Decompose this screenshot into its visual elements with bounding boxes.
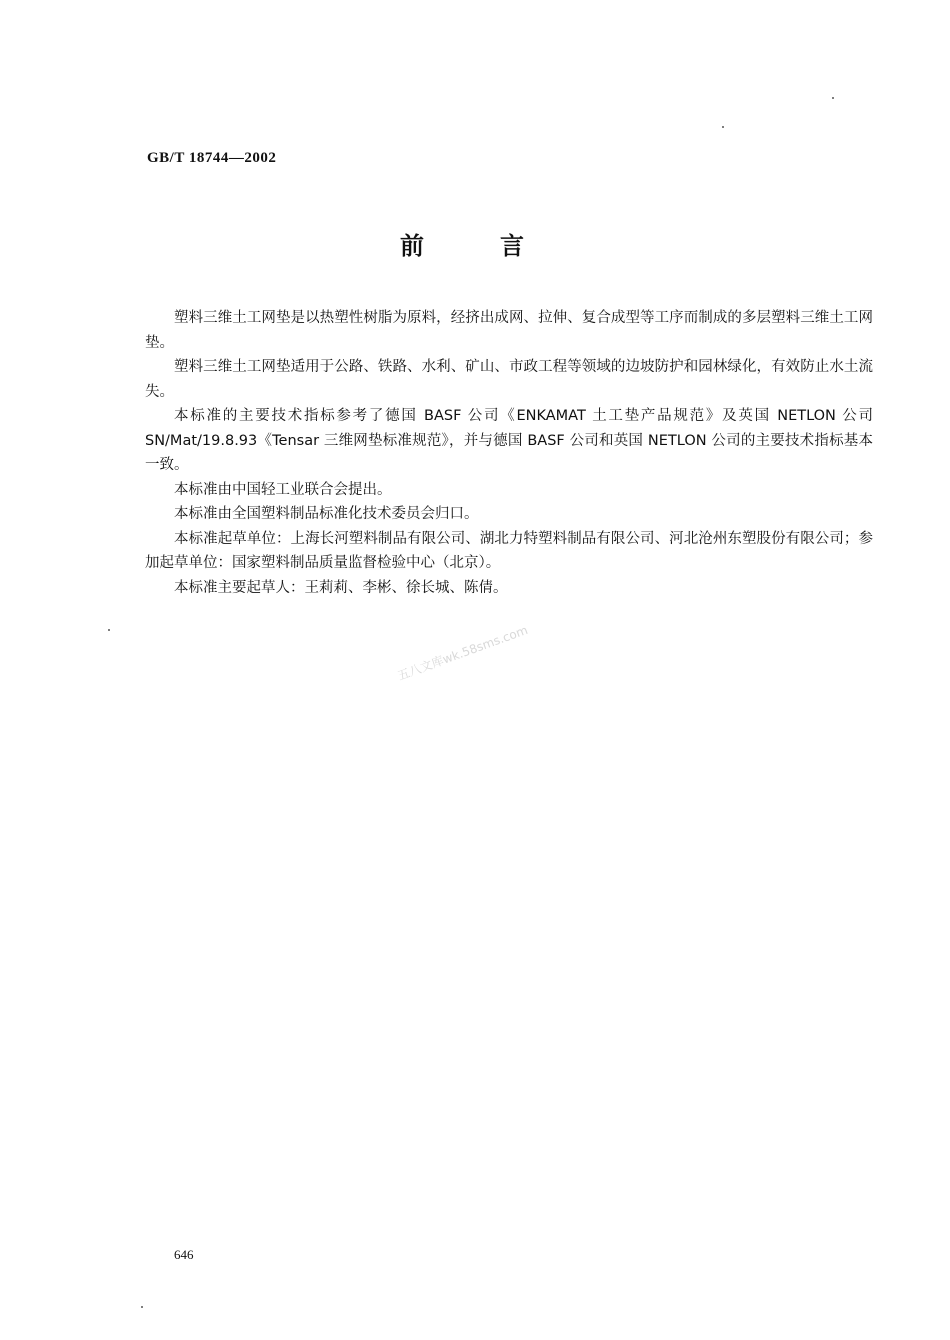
scan-speck (722, 126, 724, 128)
page-number: 646 (174, 1247, 194, 1262)
scan-speck (141, 1306, 143, 1308)
standard-code: GB/T 18744—2002 (147, 150, 277, 166)
scan-speck (108, 629, 110, 631)
paragraph: 本标准起草单位：上海长河塑料制品有限公司、湖北力特塑料制品有限公司、河北沧州东塑股份有限公司；参加起草单位：国家塑料制品质量监督检验中心（北京）。 (145, 530, 873, 571)
page-title: 前言 (400, 232, 600, 260)
paragraph: 塑料三维土工网垫适用于公路、铁路、水利、矿山、市政工程等领域的边坡防护和园林绿化，有效防止水土流失。 (145, 359, 873, 400)
paragraph: 本标准由中国轻工业联合会提出。 (174, 481, 392, 498)
paragraph: 塑料三维土工网垫是以热塑性树脂为原料，经挤出成网、拉伸、复合成型等工序而制成的多层塑料三维土工网垫。 (145, 310, 873, 351)
body-text (145, 306, 873, 600)
paragraph: 本标准的主要技术指标参考了德国 BASF 公司《ENKAMAT 土工垫产品规范》及英国 NETLON 公司 SN/Mat/19.8.93《Tensar 三维网垫标准规范》，并与德国 BASF 公司和英国 NETLON 公司的主要技术指标基本一致。 (145, 408, 873, 473)
paragraph: 本标准由全国塑料制品标准化技术委员会归口。 (174, 506, 479, 522)
scan-speck (832, 97, 834, 99)
watermark: 五八文库wk.58sms.com (395, 622, 530, 684)
paragraph: 本标准主要起草人：王莉莉、李彬、徐长城、陈倩。 (174, 579, 508, 596)
